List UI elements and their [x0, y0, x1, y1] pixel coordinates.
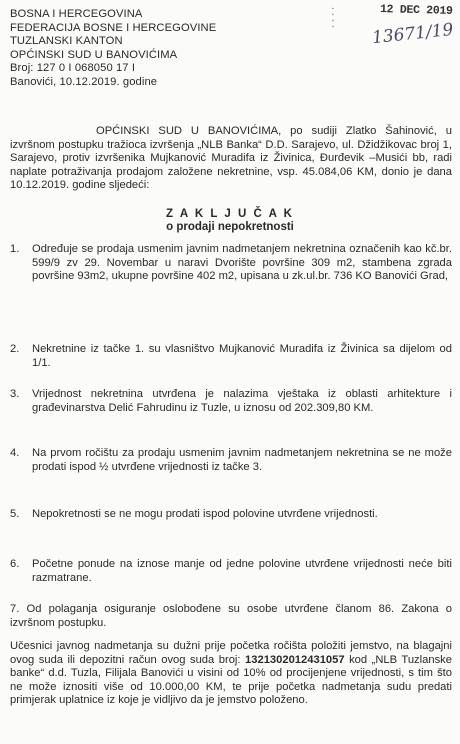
- list-item: [10, 343, 452, 370]
- document-title: [0, 208, 460, 234]
- item-number: 3.: [10, 388, 20, 400]
- title-line: Z A K L J U Č A K: [166, 208, 294, 220]
- account-number: 1321302012431057: [245, 653, 345, 666]
- item-number: 6.: [10, 558, 20, 570]
- item-number: 4.: [10, 447, 20, 459]
- stamp-date: 12 DEC 2019: [379, 3, 453, 18]
- item-number: 2.: [10, 343, 20, 355]
- list-item: [10, 447, 452, 474]
- header-line: TUZLANSKI KANTON: [10, 35, 123, 48]
- header-line: FEDERACIJA BOSNE I HERCEGOVINE: [10, 21, 217, 34]
- subtitle-line: o prodaji nepokretnosti: [166, 221, 294, 233]
- item-text: Na prvom ročištu za prodaju usmenim javnim nadmetanjem nekretnina se ne može prodati ispod ½ utvrđene vrijednosti iz tačke 3.: [32, 447, 452, 473]
- item-number: 5.: [10, 508, 20, 520]
- stamp-side-mark: ▪ ▪ ▪ ▪: [332, 6, 334, 30]
- case-number: Broj: 127 0 I 068050 17 I: [10, 62, 136, 75]
- item-text: Nekretnine iz tačke 1. su vlasništvo Mujkanović Muradifa iz Živinica sa dijelom od 1/1.: [32, 343, 452, 369]
- court-header: [10, 8, 216, 90]
- item-text: Od polaganja osiguranje oslobođene su osobe utvrđene članom 86. Zakona o izvršnom postupku.: [10, 603, 453, 629]
- item-number: 1.: [10, 243, 20, 255]
- place-date: Banovići, 10.12.2019. godine: [10, 75, 158, 88]
- list-item: [10, 558, 452, 585]
- final-paragraph: [10, 640, 452, 708]
- list-item: [10, 603, 452, 630]
- list-item: [10, 243, 452, 284]
- final-text-after: kod „NLB Tuzlanske banke“ d.d. Tuzla, Filijala Banovići u visini od 10% od procijenjene vrijednosti, s tim što ne može iznositi više od 10.000,00 KM, te prije početka nadmetanja sudu predati primjerak uplatnice iz koje je vidljivo da je jemstvo položeno.: [10, 653, 452, 707]
- header-line: OPĆINSKI SUD U BANOVIĆIMA: [10, 48, 178, 61]
- item-text: Nepokretnosti se ne mogu prodati ispod polovine utvrđene vrijednosti.: [32, 508, 378, 520]
- item-text: Određuje se prodaja usmenim javnim nadmetanjem nekretnina označenih kao kč.br. 599/9 zv 29. Novembar u naravi Dvorište površine 309 m2, stambena zgrada površine 93m2, ukupne površine 402 m2, upisana u zk.ul.br. 736 KO Banovići Grad,: [32, 243, 452, 283]
- list-item: [10, 508, 452, 522]
- intro-paragraph: OPĆINSKI SUD U BANOVIĆIMA, po sudiji Zlatko Šahinović, u izvršnom postupku tražioca izvršenja „NLB Banka“ D.D. Sarajevo, ul. Džidžikovac broj 1, Sarajevo, protiv izvršenika Mujkanović Muradifa iz Živinica, Đurđevik –Musići bb, radi naplate potraživanja prodajom založene nekretnine, vsp. 45.084,06 KM, donio je dana 10.12.2019. godine sljedeći:: [10, 125, 452, 192]
- item-text: Vrijednost nekretnina utvrđena je nalazima vještaka iz oblasti arhitekture i građevinarstva Delić Fahrudinu iz Tuzle, u iznosu od 202.309,80 KM.: [32, 388, 452, 414]
- final-text-before: Učesnici javnog nadmetanja su dužni prije početka ročišta položiti jemstvo, na blagajni ovog suda ili depozitni račun ovog suda broj:: [10, 640, 452, 666]
- handwritten-number: 13671/19: [371, 19, 455, 49]
- item-number: 7.: [10, 603, 20, 615]
- header-line: BOSNA I HERCEGOVINA: [10, 8, 143, 20]
- receipt-stamp: [332, 2, 460, 62]
- list-item: [10, 388, 452, 415]
- item-text: Početne ponude na iznose manje od jedne polovine utvrđene vrijednosti neće biti razmatrane.: [32, 558, 452, 584]
